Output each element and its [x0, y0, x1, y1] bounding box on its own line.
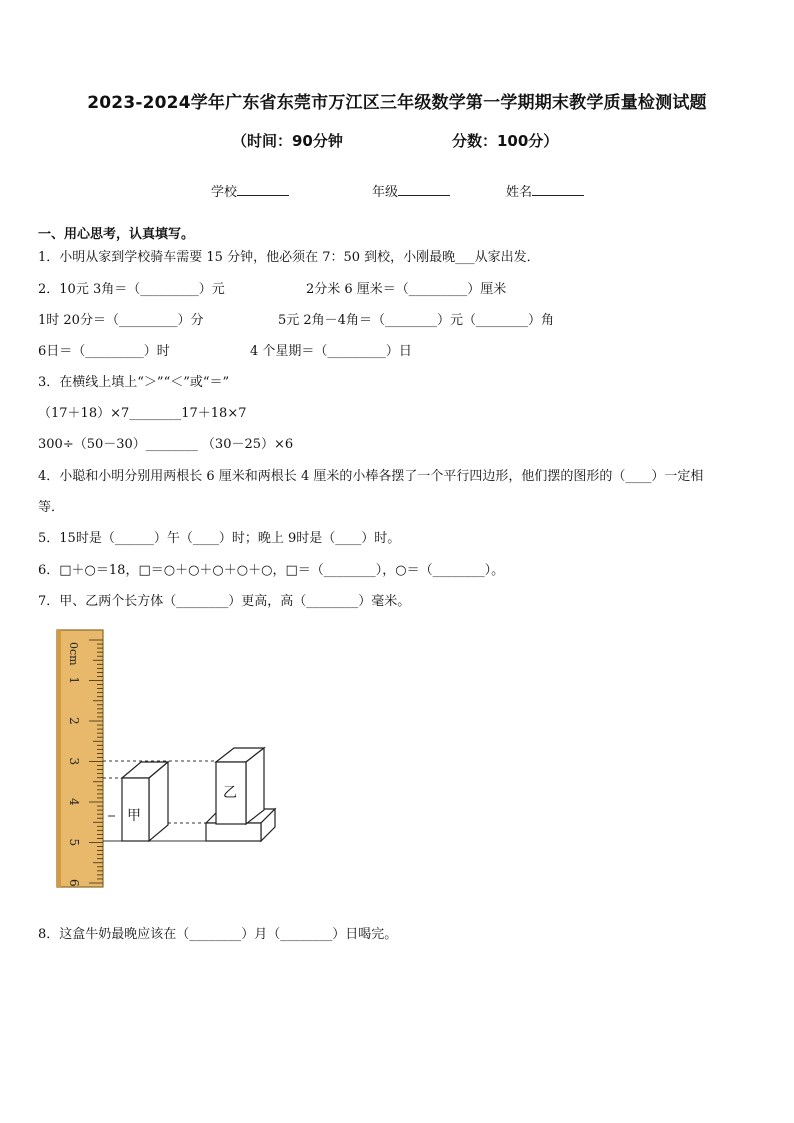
box-jia — [122, 762, 168, 841]
question-8: 8．这盒牛奶最晚应该在（________）月（________）日喝完。 — [38, 927, 398, 942]
box-yi-label: 乙 — [223, 785, 237, 801]
school-label: 学校 — [211, 185, 238, 200]
page-title: 2023-2024学年广东省东莞市万江区三年级数学第一学期期末教学质量检测试题 — [87, 93, 707, 113]
question-2b: 2分米 6 厘米＝（_________）厘米 — [306, 282, 507, 297]
ruler-label: 4 — [67, 798, 81, 806]
question-2d: 5元 2角－4角＝（________）元（________）角 — [278, 313, 554, 328]
grade-label: 年级 — [372, 185, 399, 200]
question-3-stem: 3．在横线上填上“＞”“＜”或“＝” — [38, 375, 230, 390]
question-1: 1．小明从家到学校骑车需要 15 分钟，他必须在 7：50 到校，小刚最晚___从家出发． — [38, 250, 540, 265]
grade-blank[interactable] — [398, 181, 450, 196]
name-label: 姓名 — [506, 185, 533, 200]
name-blank[interactable] — [532, 181, 584, 196]
time-label: （时间：90分钟 — [232, 132, 343, 150]
question-6: 6．□＋○＝18，□＝○＋○＋○＋○＋○，□＝（________），○＝（________）。 — [38, 563, 505, 578]
school-blank[interactable] — [237, 181, 289, 196]
ruler-edge — [57, 630, 61, 887]
question-2e: 6日＝（_________）时 — [38, 344, 170, 359]
ruler-box-figure — [40, 620, 300, 895]
question-7: 7．甲、乙两个长方体（________）更高，高（________）毫米。 — [38, 594, 411, 609]
ruler-label: 2 — [67, 717, 81, 725]
question-2a: 2．10元 3角＝（_________）元 — [38, 282, 225, 297]
ruler-unit: 0cm — [67, 642, 80, 666]
section-heading: 一、用心思考，认真填写。 — [38, 227, 195, 242]
box-jia-label: 甲 — [127, 808, 141, 824]
question-2f: 4 个星期＝（_________）日 — [250, 344, 412, 359]
question-5: 5．15时是（______）午（____）时；晚上 9时是（____）时。 — [38, 531, 401, 546]
ruler-label: 3 — [67, 757, 81, 766]
question-4-line1: 4．小聪和小明分别用两根长 6 厘米和两根长 4 厘米的小棒各摆了一个平行四边形，他们摆的图形的（____）一定相 — [38, 469, 704, 484]
question-3b: 300÷（50－30）________ （30－25）×6 — [38, 437, 294, 452]
question-3a: （17＋18）×7________17＋18×7 — [38, 406, 247, 421]
ruler-label: 1 — [67, 676, 81, 685]
school-field[interactable] — [211, 181, 289, 200]
box-yi — [216, 748, 264, 824]
ruler-label: 5 — [67, 838, 81, 847]
question-4-line2: 等． — [38, 500, 65, 515]
question-2c: 1时 20分＝（_________）分 — [38, 313, 204, 328]
name-field[interactable] — [506, 181, 584, 200]
score-label: 分数：100分） — [452, 132, 559, 150]
ruler-label: 6 — [67, 879, 81, 887]
grade-field[interactable] — [372, 181, 450, 200]
